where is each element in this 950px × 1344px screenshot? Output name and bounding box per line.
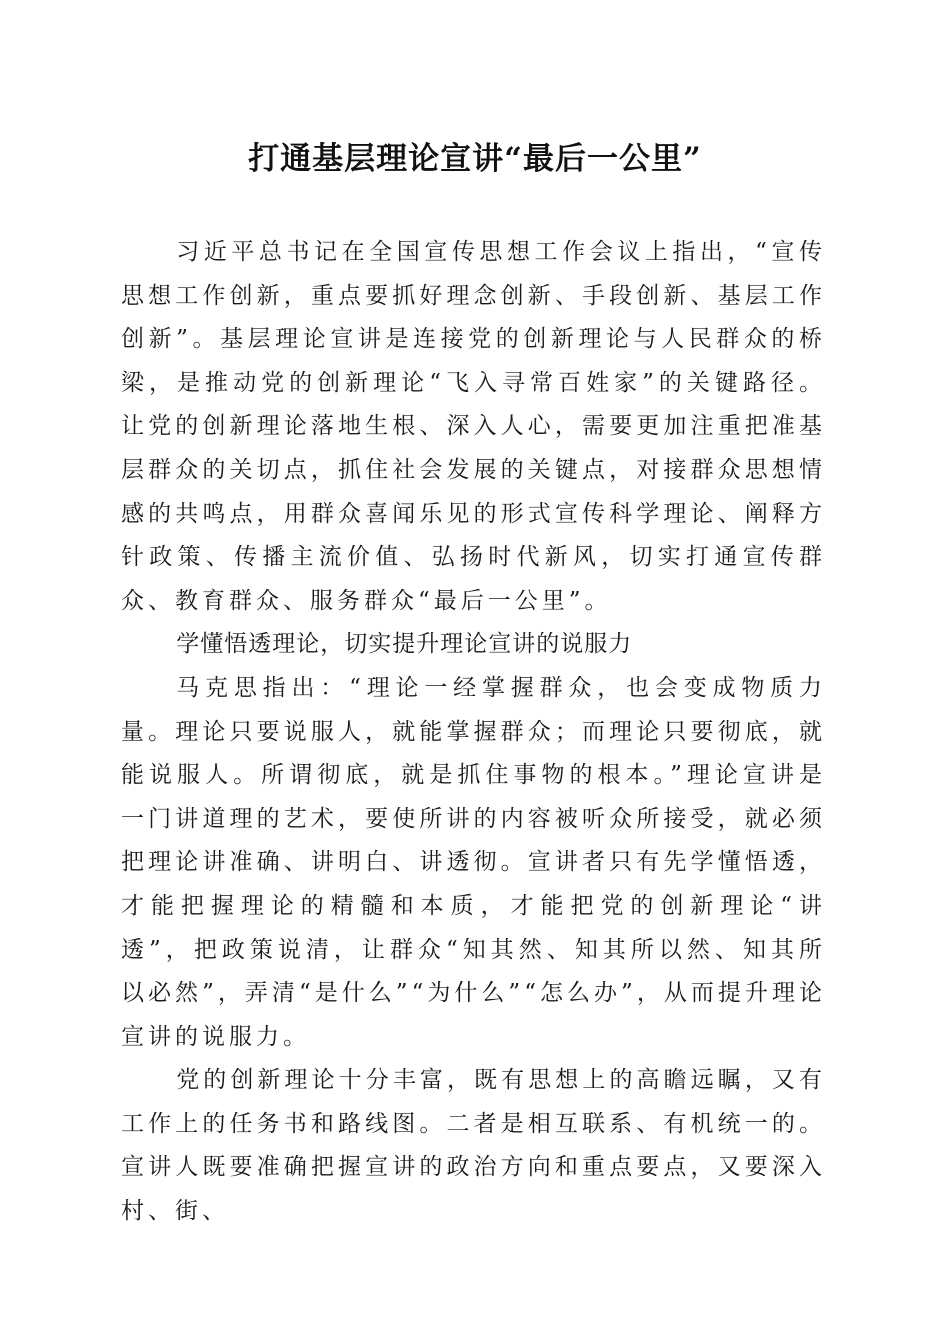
document-body: [121, 231, 826, 1234]
paragraph-intro: 习近平总书记在全国宣传思想工作会议上指出，“宣传思想工作创新，重点要抓好理念创新、手段创新、基层工作创新”。基层理论宣讲是连接党的创新理论与人民群众的桥梁，是推动党的创新理论“飞入寻常百姓家”的关键路径。让党的创新理论落地生根、深入人心，需要更加注重把准基层群众的关切点，抓住社会发展的关键点，对接群众思想情感的共鸣点，用群众喜闻乐见的形式宣传科学理论、阐释方针政策、传播主流价值、弘扬时代新风，切实打通宣传群众、教育群众、服务群众“最后一公里”。: [121, 239, 826, 614]
section-heading: 学懂悟透理论，切实提升理论宣讲的说服力: [176, 631, 633, 658]
document-title: 打通基层理论宣讲“最后一公里”: [248, 141, 702, 177]
paragraph-innovation-theory: 党的创新理论十分丰富，既有思想上的高瞻远瞩，又有工作上的任务书和路线图。二者是相互联系、有机统一的。宣讲人既要准确把握宣讲的政治方向和重点要点，又要深入村、街、: [121, 1067, 826, 1225]
paragraph-marx-quote: 马克思指出：“理论一经掌握群众，也会变成物质力量。理论只要说服人，就能掌握群众；而理论只要彻底，就能说服人。所谓彻底，就是抓住事物的根本。”理论宣讲是一门讲道理的艺术，要使所讲的内容被听众所接受，就必须把理论讲准确、讲明白、讲透彻。宣讲者只有先学懂悟透，才能把握理论的精髓和本质，才能把党的创新理论“讲透”，把政策说清，让群众“知其然、知其所以然、知其所以必然”，弄清“是什么”“为什么”“怎么办”，从而提升理论宣讲的说服力。: [121, 674, 826, 1050]
